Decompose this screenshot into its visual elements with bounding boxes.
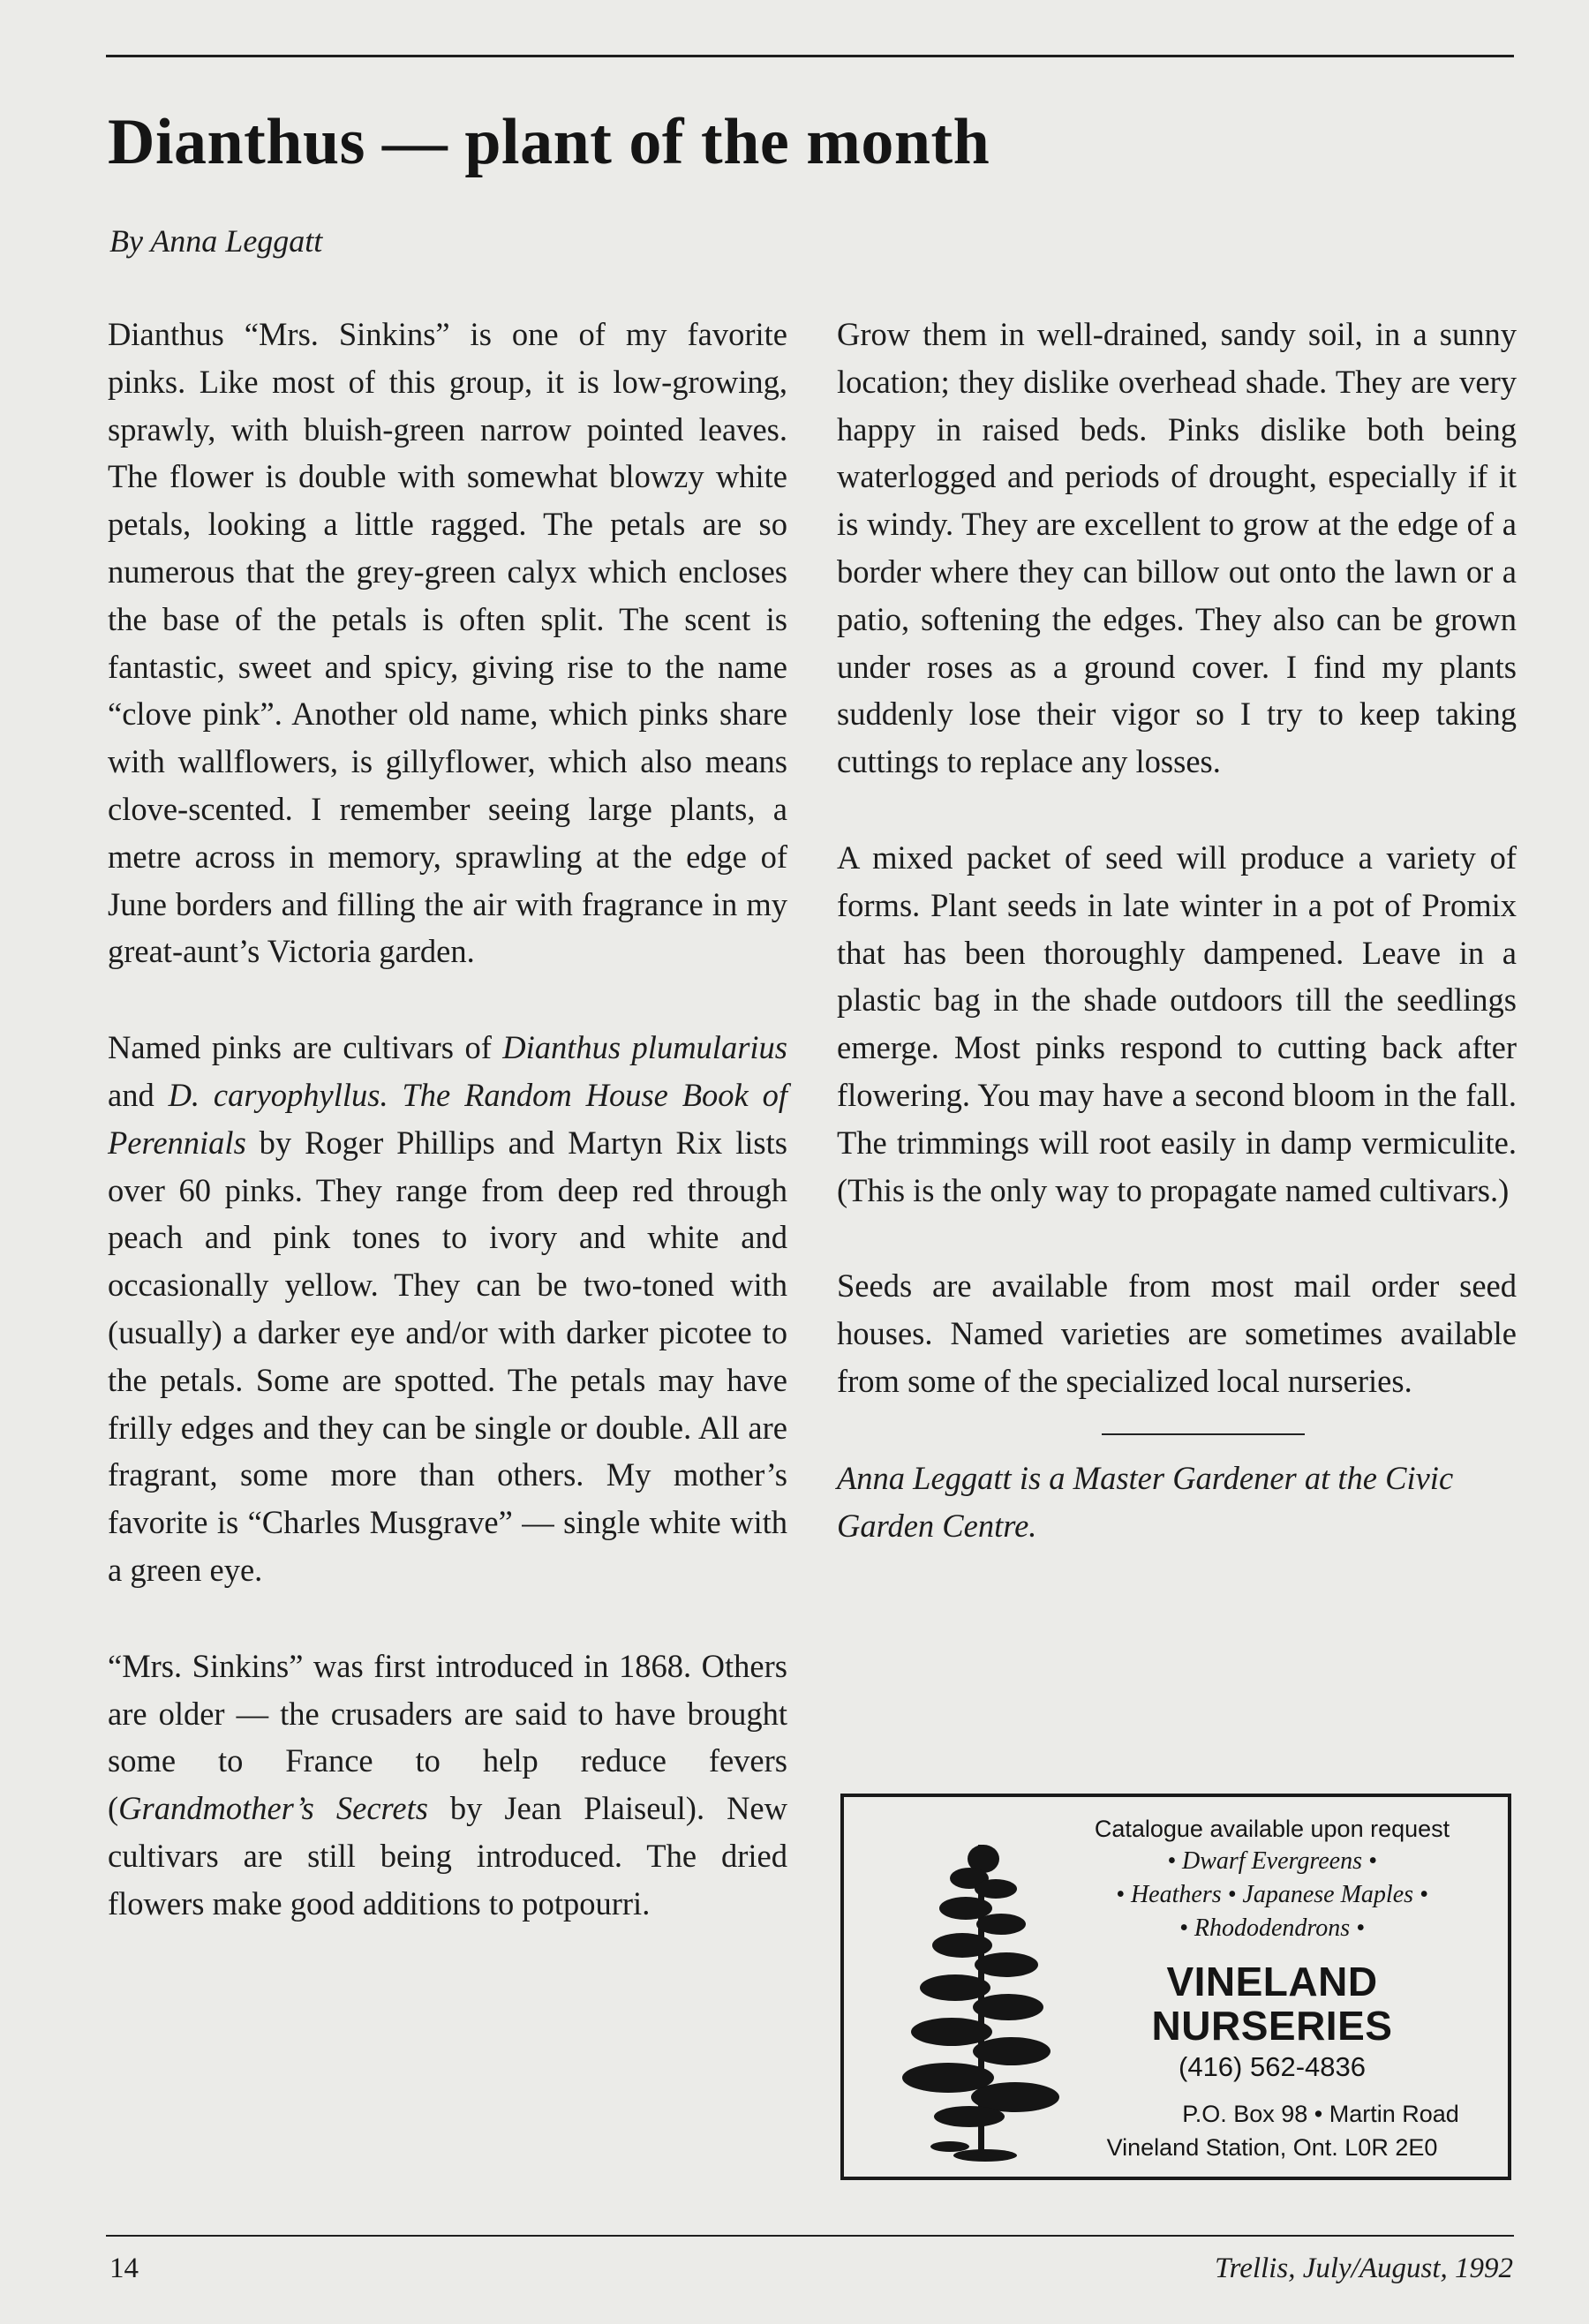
ad-name-line-2: NURSERIES (1151, 2003, 1393, 2049)
ad-phone: (416) 562-4836 (1179, 2051, 1366, 2082)
paragraph-3 (108, 1643, 787, 1928)
ad-catalogue: Catalogue available upon request (1094, 1816, 1450, 1842)
author-note: Anna Leggatt is a Master Gardener at the Civic Garden Centre. (837, 1459, 1454, 1544)
vineland-nurseries-ad (840, 1794, 1511, 2180)
text-run: A mixed packet of seed will produce a variety of forms. Plant seeds in late winter in a pot of Promix that has been thoroughly dampened. Leave in a plastic bag in the shade outdoors till the seedlings emerge. Most pinks respond to cutting back after flowering. You may have a second bloom in the fall. The trimmings will root easily in damp vermiculite. (This is the only way to propagate named cultivars.) (837, 839, 1517, 1208)
ad-address-line-2: Vineland Station, Ont. L0R 2E0 (1106, 2134, 1438, 2161)
ad-text (1047, 1813, 1497, 2164)
ad-name-line-1: VINELAND (1166, 1959, 1378, 2004)
left-column (108, 311, 787, 1928)
ad-address-line-1: P.O. Box 98 • Martin Road (1182, 2101, 1459, 2127)
evergreen-tree-icon (897, 1832, 1065, 2168)
bottom-rule (106, 2235, 1514, 2237)
text-run: and (108, 1076, 169, 1113)
ad-item-heathers-maples: • Heathers • Japanese Maples • (1116, 1881, 1428, 1908)
paragraph-5 (837, 834, 1517, 1214)
ad-item-dwarf-evergreens: • Dwarf Evergreens • (1167, 1847, 1377, 1875)
ad-company-name (1047, 1959, 1497, 2048)
ad-item-rhododendrons: • Rhododendrons • (1179, 1914, 1365, 1942)
paragraph-1 (108, 311, 787, 975)
text-run: Dianthus “Mrs. Sinkins” is one of my favorite pinks. Like most of this group, it is low-growing, sprawly, with bluish-green narrow pointed leaves. The flower is double with somewhat blowzy white petals, looking a little ragged. The petals are so numerous that the grey-green calyx which encloses the base of the petals is often split. The scent is fantastic, sweet and spicy, giving rise to the name “clove pink”. Another old name, which pinks share with wallflowers, is gillyflower, which also means clove-scented. I remember seeing large plants, a metre across in memory, sprawling at the edge of June borders and filling the air with fragrance in my great-aunt’s Victoria garden. (108, 316, 787, 970)
text-run: “Mrs. Sinkins” was first introduced in 1868. Others are older — the crusaders are said to have brought some to France to help reduce fevers ( (108, 1647, 787, 1827)
paragraph-2 (108, 1024, 787, 1594)
text-run: Dianthus plumularius (502, 1029, 787, 1066)
top-rule (106, 55, 1514, 57)
page-number: 14 (109, 2253, 139, 2284)
paragraph-4 (837, 311, 1517, 786)
right-column (837, 311, 1517, 1549)
text-run: Named pinks are cultivars of (108, 1029, 503, 1066)
text-run: D. caryophyllus. The Random House Book of Perennials (108, 1076, 787, 1161)
text-run: by Jean Plaiseul). New cultivars are still being introduced. The dried flowers make good additions to potpourri. (108, 1790, 787, 1922)
article-title: Dianthus — plant of the month (108, 106, 990, 178)
text-run: Grandmother’s Secrets (118, 1790, 428, 1827)
article-byline: By Anna Leggatt (109, 223, 323, 259)
text-run: Seeds are available from most mail order seed houses. Named varieties are sometimes available from some of the specialized local nurseries. (837, 1267, 1517, 1399)
signature-rule (1102, 1433, 1305, 1435)
text-run: by Roger Phillips and Martyn Rix lists over 60 pinks. They range from deep red through peach and pink tones to ivory and white and occasionally yellow. They can be two-toned with (usually) a darker eye and/or with darker picotee to the petals. Some are spotted. The petals may have frilly edges and they can be single or double. All are fragrant, some more than others. My mother’s favorite is “Charles Musgrave” — single white with a green eye. (108, 1124, 787, 1588)
publication-credit: Trellis, July/August, 1992 (1215, 2253, 1513, 2284)
paragraph-6 (837, 1262, 1517, 1404)
text-run: Grow them in well-drained, sandy soil, in a sunny location; they dislike overhead shade. They are very happy in raised beds. Pinks dislike both being waterlogged and periods of drought, especially if it is windy. They are excellent to grow at the edge of a border where they can billow out onto the lawn or a patio, softening the edges. They also can be grown under roses as a ground cover. I find my plants suddenly lose their vigor so I try to keep taking cuttings to replace any losses. (837, 316, 1517, 780)
